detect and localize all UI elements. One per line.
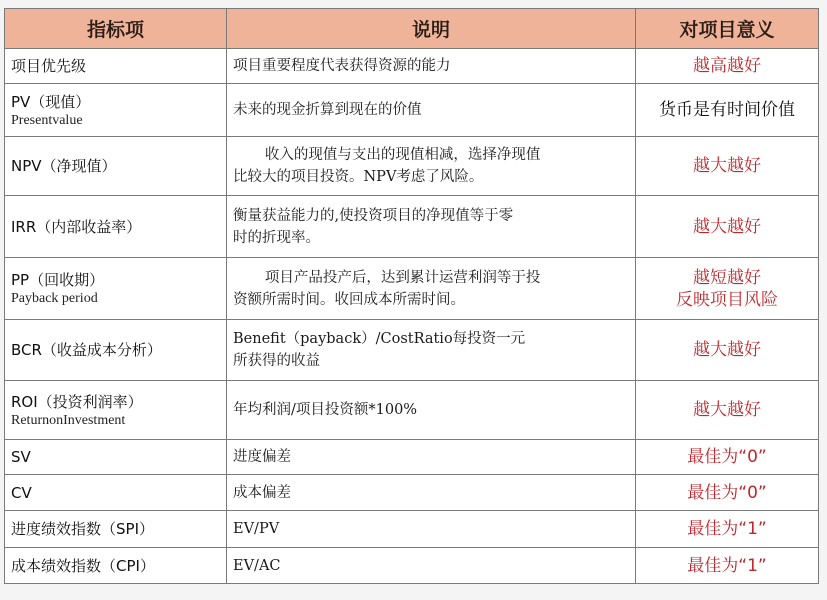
significance-text: 越大越好 [693, 156, 761, 176]
table-row [5, 548, 819, 584]
table-header-row [5, 9, 819, 49]
header-indicator: 指标项 [5, 9, 227, 49]
significance-text: 越大越好 [693, 400, 761, 420]
description-text-continued: 所获得的收益 [233, 353, 320, 369]
table-row [5, 511, 819, 548]
indicator-english-name: ReturnonInvestment [11, 412, 126, 428]
description-text: EV/AC [233, 557, 281, 574]
table-row [5, 440, 819, 475]
description-cell [227, 84, 636, 137]
description-text: 成本偏差 [233, 484, 291, 501]
significance-cell [636, 49, 819, 84]
significance-cell [636, 196, 819, 258]
indicator-name: NPV（净现值） [11, 157, 117, 175]
table-row [5, 258, 819, 320]
indicator-english-name: Presentvalue [11, 112, 83, 128]
description-cell [227, 196, 636, 258]
significance-cell [636, 381, 819, 440]
indicator-name: CV [11, 483, 32, 502]
significance-text: 越短越好 [693, 267, 761, 288]
description-cell [227, 49, 636, 84]
indicator-cell [5, 548, 227, 584]
table-row [5, 320, 819, 381]
description-text: EV/PV [233, 521, 280, 537]
indicator-name: 成本绩效指数（CPI） [11, 556, 155, 575]
description-text: 衡量获益能力的,使投资项目的净现值等于零 [233, 207, 514, 224]
significance-cell [636, 137, 819, 196]
significance-text: 越大越好 [693, 340, 761, 360]
indicator-cell [5, 440, 227, 475]
description-text: 项目产品投产后，达到累计运营利润等于投 [264, 269, 541, 286]
indicator-cell [5, 137, 227, 196]
table-row [5, 49, 819, 84]
indicator-cell [5, 84, 227, 137]
indicator-name: PP（回收期） [11, 271, 105, 289]
description-text: Benefit（payback）/CostRatio每投资一元 [233, 331, 526, 347]
indicator-cell [5, 49, 227, 84]
description-text: 项目重要程度代表获得资源的能力 [233, 58, 451, 74]
indicator-name: 项目优先级 [11, 57, 87, 75]
table-row [5, 196, 819, 258]
indicator-name: SV [11, 448, 31, 466]
indicator-cell [5, 511, 227, 548]
description-text-continued: 资额所需时间。收回成本所需时间。 [233, 291, 465, 308]
description-text: 年均利润/项目投资额*100% [233, 402, 418, 418]
significance-cell [636, 548, 819, 584]
header-significance: 对项目意义 [636, 9, 819, 49]
description-cell [227, 511, 636, 548]
description-cell [227, 475, 636, 511]
table-row [5, 137, 819, 196]
table-row [5, 475, 819, 511]
significance-cell [636, 320, 819, 381]
indicator-name: IRR（内部收益率） [11, 217, 142, 236]
description-text: 进度偏差 [233, 449, 291, 465]
table-row [5, 84, 819, 137]
table-row [5, 381, 819, 440]
significance-cell [636, 440, 819, 475]
indicator-name: BCR（收益成本分析） [11, 341, 162, 359]
description-cell [227, 320, 636, 381]
significance-cell [636, 475, 819, 511]
indicator-name: 进度绩效指数（SPI） [11, 520, 154, 538]
description-cell [227, 137, 636, 196]
description-cell [227, 440, 636, 475]
significance-text: 越大越好 [693, 216, 761, 237]
significance-cell [636, 258, 819, 320]
significance-text: 最佳为“1” [687, 519, 767, 539]
description-text-continued: 时的折现率。 [233, 229, 320, 246]
significance-cell [636, 84, 819, 137]
significance-text: 最佳为“0” [687, 447, 767, 467]
significance-text-continued: 反映项目风险 [676, 289, 778, 310]
indicator-cell [5, 381, 227, 440]
indicator-name: ROI（投资利润率） [11, 392, 143, 411]
significance-cell [636, 511, 819, 548]
significance-text: 越高越好 [693, 56, 761, 76]
significance-text: 货币是有时间价值 [659, 100, 795, 120]
description-cell [227, 381, 636, 440]
significance-text: 最佳为“0” [687, 482, 767, 503]
indicator-cell [5, 320, 227, 381]
description-text: 收入的现值与支出的现值相减，选择净现值 [264, 147, 541, 163]
indicator-english-name: Payback period [11, 291, 98, 306]
header-description: 说明 [227, 9, 636, 49]
significance-text: 最佳为“1” [687, 555, 767, 576]
metrics-table [4, 8, 819, 584]
description-text-continued: 比较大的项目投资。NPV考虑了风险。 [233, 169, 484, 185]
indicator-cell [5, 258, 227, 320]
indicator-cell [5, 196, 227, 258]
indicator-name: PV（现值） [11, 92, 91, 111]
indicator-cell [5, 475, 227, 511]
description-cell [227, 258, 636, 320]
description-cell [227, 548, 636, 584]
description-text: 未来的现金折算到现在的价值 [233, 102, 422, 118]
